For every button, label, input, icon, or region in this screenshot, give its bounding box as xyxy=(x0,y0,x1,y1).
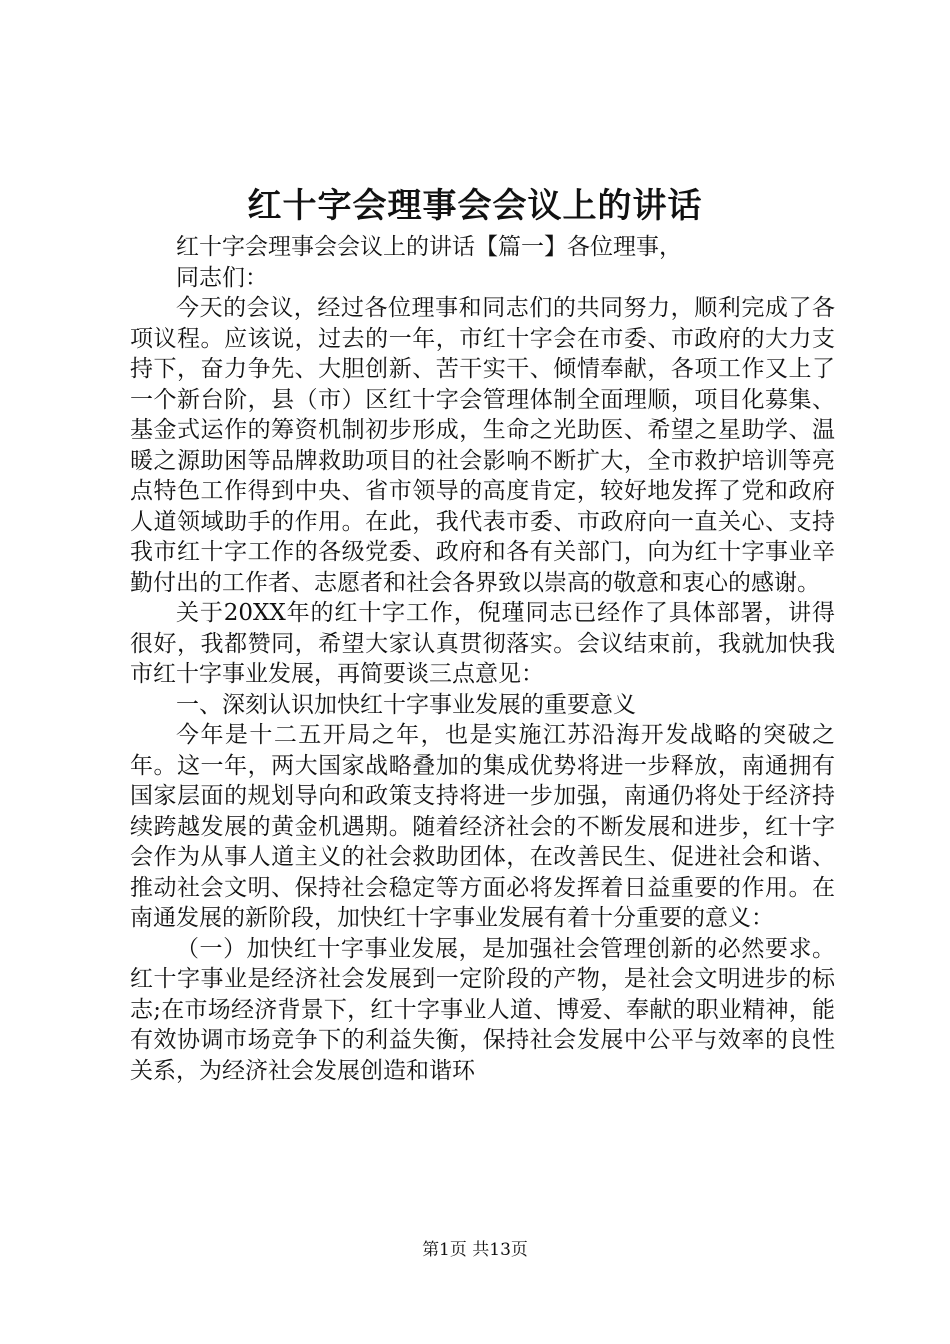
paragraph-opening: 红十字会理事会会议上的讲话【篇一】各位理事， xyxy=(176,234,682,260)
paragraph-3: 今年是十二五开局之年，也是实施江苏沿海开发战略的突破之年。这一年，两大国家战略叠加的集成优势将进一步释放，南通拥有国家层面的规划导向和政策支持将进一步加强，南通仍将处于经济持续跨越发展的黄金机遇期。随着经济社会的不断发展和进步，红十字会作为从事人道主义的社会救助团体，在改善民生、促进社会和谐、推动社会文明、保持社会稳定等方面必将发挥着日益重要的作用。在南通发展的新阶段，加快红十字事业发展有着十分重要的意义： xyxy=(130,722,835,931)
section-heading-1: 一、深刻认识加快红十字事业发展的重要意义 xyxy=(176,691,636,718)
paragraph-2: 关于20XX年的红十字工作，倪瑾同志已经作了具体部署，讲得很好，我都赞同，希望大家认真贯彻落实。会议结束前，我就加快我市红十字事业发展，再简要谈三点意见： xyxy=(130,600,835,687)
document-body xyxy=(130,232,835,1086)
paragraph-1: 今天的会议，经过各位理事和同志们的共同努力，顺利完成了各项议程。应该说，过去的一年，市红十字会在市委、市政府的大力支持下，奋力争先、大胆创新、苦干实干、倾情奉献，各项工作又上了一个新台阶，县（市）区红十字会管理体制全面理顺，项目化募集、基金式运作的筹资机制初步形成，生命之光助医、希望之星助学、温暖之源助困等品牌救助项目的社会影响不断扩大，全市救护培训等亮点特色工作得到中央、省市领导的高度肯定，较好地发挥了党和政府人道领域助手的作用。在此，我代表市委、市政府向一直关心、支持我市红十字工作的各级党委、政府和各有关部门，向为红十字事业辛勤付出的工作者、志愿者和社会各界致以崇高的敬意和衷心的感谢。 xyxy=(130,295,835,596)
paragraph-greeting: 同志们： xyxy=(176,264,268,291)
page-footer: 第1页 共13页 xyxy=(422,1240,528,1260)
paragraph-4: （一）加快红十字事业发展，是加强社会管理创新的必然要求。红十字事业是经济社会发展到一定阶段的产物，是社会文明进步的标志;在市场经济背景下，红十字事业人道、博爱、奉献的职业精神，能有效协调市场竞争下的利益失衡，保持社会发展中公平与效率的良性关系，为经济社会发展创造和谐环 xyxy=(130,935,835,1084)
document-title: 红十字会理事会会议上的讲话 xyxy=(247,186,703,226)
